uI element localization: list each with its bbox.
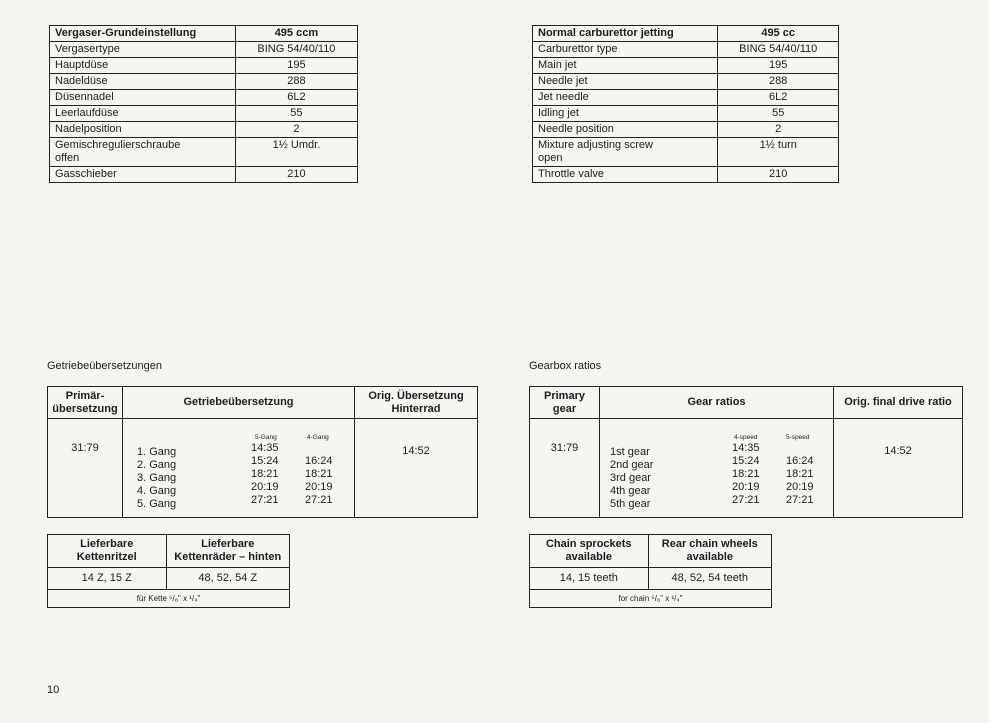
table-row <box>533 167 839 183</box>
table-cell: Throttle valve <box>533 167 718 183</box>
table-cell: 288 <box>718 74 839 90</box>
gear-ratio: 18:21 <box>786 468 814 480</box>
table-cell: BING 54/40/110 <box>718 42 839 58</box>
table-cell: 6L2 <box>718 90 839 106</box>
de-gearbox-heading: Getriebeübersetzungen <box>47 360 162 372</box>
table-row <box>50 122 358 138</box>
table-cell: 14, 15 teeth <box>530 568 649 590</box>
primary-ratio-header: Primär-übersetzung <box>48 387 123 419</box>
table-row <box>50 106 358 122</box>
de-sprocket-table <box>47 534 290 608</box>
table-header-row <box>530 387 963 419</box>
table-cell: 288 <box>235 74 357 90</box>
gear-ratio-cell <box>123 419 355 518</box>
table-cell: 55 <box>718 106 839 122</box>
speed-column-label: 4-Gang <box>307 434 329 441</box>
gear-ratio: 20:19 <box>732 481 760 493</box>
final-drive-value: 14:52 <box>834 419 963 518</box>
gear-ratio: 20:19 <box>305 481 333 493</box>
table-cell: Gasschieber <box>50 167 236 183</box>
table-cell: Gemischregulierschraube offen <box>50 138 236 167</box>
table-cell: 195 <box>718 58 839 74</box>
table-cell: 210 <box>235 167 357 183</box>
table-cell: 48, 52, 54 teeth <box>648 568 771 590</box>
speed-column-label: 4-speed <box>734 434 758 441</box>
table-cell: 210 <box>718 167 839 183</box>
speed-column-label: 5-Gang <box>255 434 277 441</box>
table-cell: Leerlaufdüse <box>50 106 236 122</box>
primary-ratio-value: 31:79 <box>48 419 123 518</box>
table-row <box>530 568 772 590</box>
table-row <box>530 590 772 608</box>
table-cell: 55 <box>235 106 357 122</box>
gear-label: 4th gear <box>610 485 651 497</box>
en-gearbox-heading: Gearbox ratios <box>529 360 602 372</box>
gear-label: 3rd gear <box>610 472 651 484</box>
table-cell: Main jet <box>533 58 718 74</box>
gear-ratio-header: Gear ratios <box>600 387 834 419</box>
gear-label: 1. Gang <box>137 446 177 458</box>
table-header-row <box>50 26 358 42</box>
table-cell: Vergasertype <box>50 42 236 58</box>
table-cell: Idling jet <box>533 106 718 122</box>
gear-ratio: 27:21 <box>305 494 333 506</box>
table-cell: Needle jet <box>533 74 718 90</box>
gear-ratio: 27:21 <box>786 494 814 506</box>
gear-label: 2. Gang <box>137 459 177 471</box>
table-row <box>50 90 358 106</box>
table-cell: Hauptdüse <box>50 58 236 74</box>
gear-ratio: 16:24 <box>786 455 814 467</box>
gear-ratio: 18:21 <box>305 468 333 480</box>
table-cell: Nadeldüse <box>50 74 236 90</box>
table-cell: 2 <box>235 122 357 138</box>
table-cell: Düsennadel <box>50 90 236 106</box>
gear-ratio: 27:21 <box>732 494 760 506</box>
table-row <box>50 42 358 58</box>
table-cell: Needle position <box>533 122 718 138</box>
table-header-row <box>533 26 839 42</box>
table-row <box>50 58 358 74</box>
table-row <box>533 122 839 138</box>
table-row <box>533 106 839 122</box>
table-row <box>48 590 290 608</box>
primary-ratio-value: 31:79 <box>530 419 600 518</box>
table-header-cell: Normal carburettor jetting <box>533 26 718 42</box>
table-cell: 2 <box>718 122 839 138</box>
table-cell: Carburettor type <box>533 42 718 58</box>
table-row <box>50 167 358 183</box>
final-drive-value: 14:52 <box>355 419 478 518</box>
table-row <box>530 419 963 518</box>
table-cell: 1½ Umdr. <box>235 138 357 167</box>
gear-ratio: 27:21 <box>251 494 279 506</box>
gear-ratio: 14:35 <box>251 442 279 454</box>
gear-ratio: 16:24 <box>305 455 333 467</box>
gear-label: 2nd gear <box>610 459 654 471</box>
table-header-cell: 495 cc <box>718 26 839 42</box>
chain-size-note: for chain ⁵/₈" x ¹/₄" <box>530 590 772 608</box>
table-row <box>533 138 839 167</box>
table-header-cell: Lieferbare Kettenritzel <box>48 535 167 568</box>
final-drive-header: Orig. Übersetzung Hinterrad <box>355 387 478 419</box>
en-sprocket-table <box>529 534 772 608</box>
final-drive-header: Orig. final drive ratio <box>834 387 963 419</box>
table-row <box>50 74 358 90</box>
table-header-row <box>48 387 478 419</box>
table-cell: 195 <box>235 58 357 74</box>
gear-ratio: 14:35 <box>732 442 760 454</box>
table-header-cell: Rear chain wheels available <box>648 535 771 568</box>
table-cell: 6L2 <box>235 90 357 106</box>
table-cell: BING 54/40/110 <box>235 42 357 58</box>
table-cell: Jet needle <box>533 90 718 106</box>
gear-ratio: 20:19 <box>786 481 814 493</box>
table-row <box>533 58 839 74</box>
gear-ratio: 15:24 <box>251 455 279 467</box>
gear-label: 5. Gang <box>137 498 177 510</box>
table-header-cell: 495 ccm <box>235 26 357 42</box>
gear-label: 3. Gang <box>137 472 177 484</box>
gear-ratio: 15:24 <box>732 455 760 467</box>
table-row <box>533 74 839 90</box>
table-header-cell: Vergaser-Grundeinstellung <box>50 26 236 42</box>
gear-label: 5th gear <box>610 498 651 510</box>
table-row <box>48 419 478 518</box>
de-jetting-table <box>49 25 358 183</box>
primary-ratio-header: Primary gear <box>530 387 600 419</box>
gear-ratio-header: Getriebeübersetzung <box>123 387 355 419</box>
table-row <box>50 138 358 167</box>
gear-ratio: 18:21 <box>251 468 279 480</box>
table-row <box>533 90 839 106</box>
table-header-cell: Chain sprockets available <box>530 535 649 568</box>
table-row <box>533 42 839 58</box>
en-jetting-table <box>532 25 839 183</box>
en-gearbox-table <box>529 386 963 518</box>
table-cell: Nadelposition <box>50 122 236 138</box>
gear-ratio: 20:19 <box>251 481 279 493</box>
page-number: 10 <box>47 684 60 696</box>
gear-label: 4. Gang <box>137 485 177 497</box>
chain-size-note: für Kette ⁵/₈" x ¹/₄" <box>48 590 290 608</box>
table-cell: Mixture adjusting screw open <box>533 138 718 167</box>
gear-ratio-cell <box>600 419 834 518</box>
table-row <box>48 568 290 590</box>
table-cell: 48, 52, 54 Z <box>166 568 290 590</box>
gear-label: 1st gear <box>610 446 650 458</box>
gear-ratio: 18:21 <box>732 468 760 480</box>
table-header-row <box>530 535 772 568</box>
table-cell: 1½ turn <box>718 138 839 167</box>
table-cell: 14 Z, 15 Z <box>48 568 167 590</box>
table-header-cell: Lieferbare Kettenräder – hinten <box>166 535 290 568</box>
de-gearbox-table <box>47 386 478 518</box>
speed-column-label: 5-speed <box>786 434 810 441</box>
table-header-row <box>48 535 290 568</box>
